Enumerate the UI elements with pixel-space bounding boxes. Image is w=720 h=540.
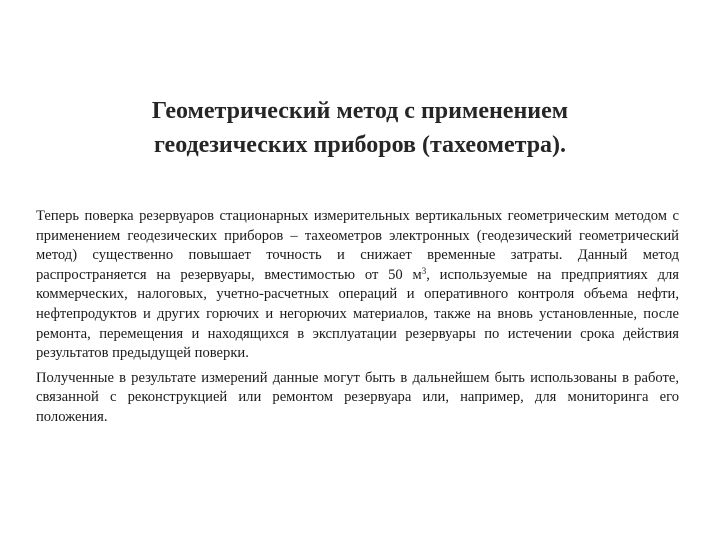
body-paragraph-1 xyxy=(36,207,679,364)
slide-title-line-2: геодезических приборов (тахеометра). xyxy=(153,132,567,158)
paragraph-1-text-end: , используемые на предприятиях для коммерческих, налоговых, учетно-расчетных операций и оперативного контроля объема нефти, нефтепродуктов и других горючих и негорючих материалов, также на вновь установленные, после ремонта, перемещения и находящихся в эксплуатации резервуары по истечении срока действия результатов предыдущей поверки. xyxy=(36,266,680,362)
paragraph-1-text-start: Теперь поверка резервуаров стационарных измерительных вертикальных геометрическим методом с применением геодезических приборов – тахеометров электронных (геодезический геометрический метод) существенно повышает точность и снижает временные затраты. Данный метод распространяется на резервуары, вместимостью от 50 м xyxy=(36,208,679,283)
cubic-superscript: 3 xyxy=(421,265,427,276)
slide-title-line-1: Геометрический метод с применением xyxy=(151,98,569,124)
slide-title xyxy=(60,94,660,162)
slide-body xyxy=(36,207,679,433)
body-paragraph-2: Полученные в результате измерений данные могут быть в дальнейшем быть использованы в работе, связанной с реконструкцией или ремонтом резервуара или, например, для мониторинга его положения. xyxy=(36,369,679,425)
